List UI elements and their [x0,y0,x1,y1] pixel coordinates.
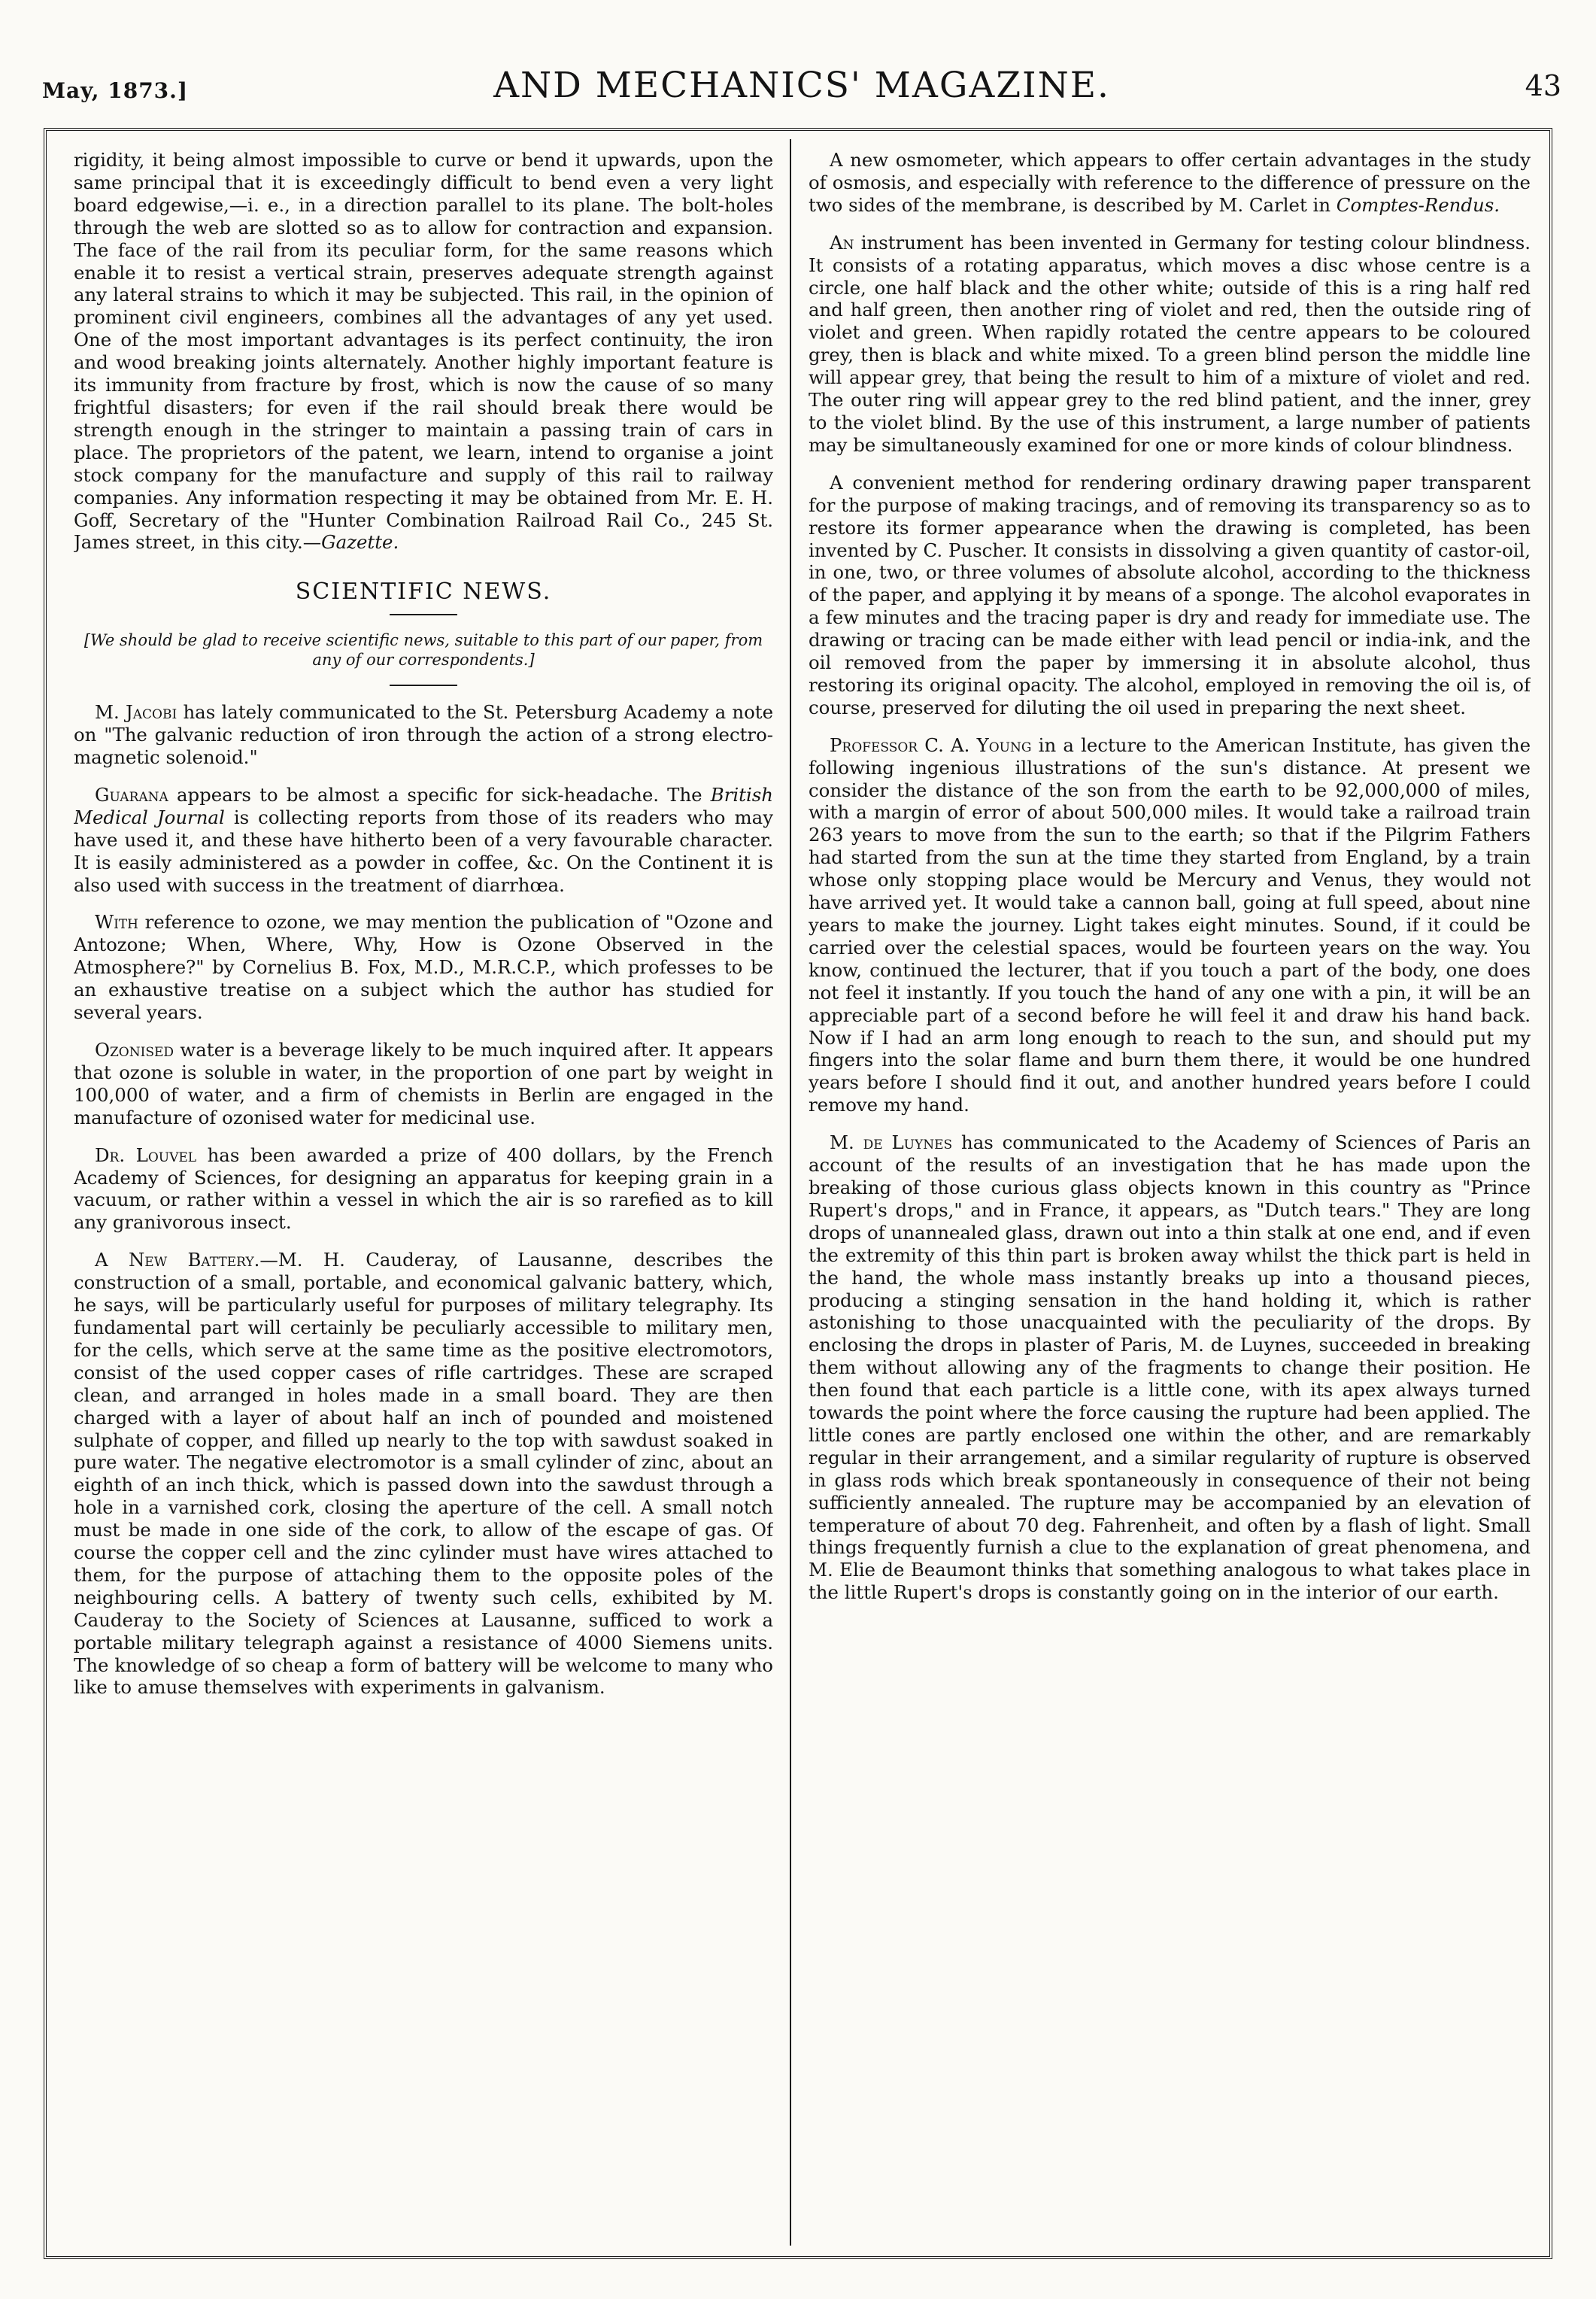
editor-note: [We should be glad to receive scientific news, suitable to this part of our paper, from any of our correspondents.] [83,631,763,670]
item-louvel: Dr. Louvel has been awarded a prize of 400 dollars, by the French Academy of Sciences, for designing an apparatus for keeping grain in a vacuum, or rather within a vessel in which the air is so rarefied as to kill any granivorous insect. [74,1143,773,1234]
rail-article-continuation: rigidity, it being almost impossible to curve or bend it upwards, upon the same principal that it is exceedingly difficult to bend even a very light board edgewise,—i. e., in a direction parallel to its plane. The bolt-holes through the web are slotted so as to allow for contraction and expansion. The face of the rail from its peculiar form, for the same reasons which enable it to resist a vertical strain, preserves adequate strength against any lateral strains to which it may be subjected. This rail, in the opinion of prominent civil engineers, combines all the advantages of any yet used. One of the most important advantages is its perfect continuity, the iron and wood breaking joints alternately. Another highly important feature is its immunity from fracture by frost, which is now the cause of so many frightful disasters; for even if the rail should break there would be strength enough in the stringer to maintain a passing train of cars in place. The proprietors of the patent, we learn, intend to organise a joint stock company for the manufacture and supply of this rail to railway companies. Any information respecting it may be obtained from Mr. E. H. Goff, Secretary of the "Hunter Combination Railroad Rail Co., 245 St. James street, in this city.—Gazette. [74,149,773,554]
item-colour-blindness: An instrument has been invented in Germany for testing colour blindness. It consists of a rotating apparatus, which moves a disc whose centre is a circle, one half black and the other white; outside of this is a ring half red and half green, then another ring of violet and red, then the outside ring of violet and green. When rapidly rotated the centre appears to be coloured grey, then is black and white mixed. To a green blind person the middle line will appear grey, that being the result to him of a mixture of violet and red. The outer ring will appear grey to the red blind patient, and the inner, grey to the violet blind. By the use of this instrument, a large number of patients may be simultaneously examined for one or more kinds of colour blindness. [809,231,1531,456]
column-divider [790,139,791,2246]
section-rule-lower [390,685,457,686]
right-column [809,149,1531,2248]
left-column [74,149,773,2248]
item-rupert-drops: M. de Luynes has communicated to the Academy of Sciences of Paris an account of the results of an investigation that he has made upon the breaking of those curious glass objects known in this country as "Prince Rupert's drops," and in France, it appears, as "Dutch tears." They are long drops of unannealed glass, drawn out into a thin stalk at one end, and if even the extremity of this thin part is broken away whilst the thick part is held in the hand, the whole mass instantly breaks up into a thousand pieces, producing a stinging sensation in the hand holding it, which is rather astonishing to those unacquainted with the peculiarity of the drops. By enclosing the drops in plaster of Paris, M. de Luynes, succeeded in breaking them without allowing any of the fragments to change their position. He then found that each particle is a little cone, with its apex always turned towards the point where the force causing the rupture had been applied. The little cones are partly enclosed one within the other, and are remarkably regular in their arrangement, and a similar regularity of rupture is observed in glass rods which break spontaneously in consequence of their not being sufficiently annealed. The rupture may be accompanied by an elevation of temperature of about 70 deg. Fahrenheit, and often by a flash of light. Small things frequently furnish a clue to the explanation of great phenomena, and M. Elie de Beaumont thinks that something analogous to what takes place in the little Rupert's drops is constantly going on in the interior of our earth. [809,1131,1531,1604]
item-tracing-paper: A convenient method for rendering ordinary drawing paper transparent for the purpose of making tracings, and of removing its transparency so as to restore its former appearance when the drawing is completed, has been invented by C. Puscher. It consists in dissolving a given quantity of castor-oil, in one, two, or three volumes of absolute alcohol, according to the thickness of the paper, and applying it by means of a sponge. The alcohol evaporates in a few minutes and the tracing paper is dry and ready for immediate use. The drawing or tracing can be made either with lead pencil or india-ink, and the oil removed from the paper by immersing it in absolute alcohol, thus restoring its original opacity. The alcohol, employed in removing the oil is, of course, preserved for diluting the oil used in preparing the next sheet. [809,471,1531,718]
item-osmometer: A new osmometer, which appears to offer certain advantages in the study of osmosis, and especially with reference to the difference of pressure on the two sides of the membrane, is described by M. Carlet in Comptes-Rendus. [809,149,1531,216]
item-ozone: With reference to ozone, we may mention the publication of "Ozone and Antozone; When, Where, Why, How is Ozone Observed in the Atmosphere?" by Cornelius B. Fox, M.D., M.R.C.P., which professes to be an exhaustive treatise on a subject which the author has studied for several years. [74,911,773,1024]
section-title: SCIENTIFIC NEWS. [295,579,552,606]
issue-date: May, 1873.] [42,78,189,103]
item-jacobi: M. Jacobi has lately communicated to the St. Petersburg Academy a note on "The galvanic reduction of iron through the action of a strong electro-magnetic solenoid." [74,701,773,769]
item-ozonised-water: Ozonised water is a beverage likely to be much inquired after. It appears that ozone is soluble in water, in the proportion of one part by weight in 100,000 of water, and a firm of chemists in Berlin are engaged in the manufacture of ozonised water for medicinal use. [74,1039,773,1128]
masthead [42,65,1561,117]
item-guarana: Guarana appears to be almost a specific for sick-headache. The British Medical Journal is collecting reports from those of its readers who may have used it, and these have hitherto been of a very favourable character. It is easily administered as a powder in coffee, &c. On the Continent it is also used with success in the treatment of diarrhœa. [74,783,773,896]
rail-source: Gazette. [321,531,399,554]
page-number: 43 [1525,69,1561,102]
section-rule [390,614,457,615]
magazine-title: AND MECHANICS' MAGAZINE. [493,65,1110,106]
item-young-sun-distance: Professor C. A. Young in a lecture to the American Institute, has given the following ingenious illustrations of the sun's distance. At present we consider the distance of the son from the earth to be 92,000,000 of miles, with a margin of error of about 500,000 miles. It would take a railroad train 263 years to move from the sun to the earth; so that if the Pilgrim Fathers had started from the sun at the time they started from England, by a train whose only stopping place would be Mercury and Venus, they would not have arrived yet. It would take a cannon ball, going at full speed, about nine years to make the journey. Light takes eight minutes. Sound, if it could be carried over the celestial spaces, would be fourteen years on the way. You know, continued the lecturer, that if you touch a part of the body, one does not feel it instantly. If you touch the hand of any one with a pin, it will be an appreciable part of a second before he will feel it and draw his hand back. Now if I had an arm long enough to reach to the sun, and should put my fingers into the solar flame and burn them there, it would be one hundred years before I should find it out, and another hundred years before I could remove my hand. [809,733,1531,1116]
item-new-battery: A New Battery.—M. H. Cauderay, of Lausanne, describes the construction of a small, portable, and economical galvanic battery, which, he says, will be particularly useful for purposes of military telegraphy. Its fundamental part will certainly be peculiarly accessible to military men, for the cells, which serve at the same time as the positive electromotors, consist of the used copper cases of rifle cartridges. These are scraped clean, and arranged in holes made in a small board. They are then charged with a layer of about half an inch of pounded and moistened sulphate of copper, and filled up nearly to the top with sawdust soaked in pure water. The negative electromotor is a small cylinder of zinc, about an eighth of an inch thick, which is passed down into the sawdust through a hole in a varnished cork, closing the aperture of the cell. A small notch must be made in one side of the cork, to allow of the escape of gas. Of course the copper cell and the zinc cylinder must have wires attached to them, for the purpose of attaching them to the opposite poles of the neighbouring cells. A battery of twenty such cells, exhibited by M. Cauderay to the Society of Sciences at Lausanne, sufficed to work a portable military telegraph against a resistance of 4000 Siemens units. The knowledge of so cheap a form of battery will be welcome to many who like to amuse themselves with experiments in galvanism. [74,1249,773,1699]
